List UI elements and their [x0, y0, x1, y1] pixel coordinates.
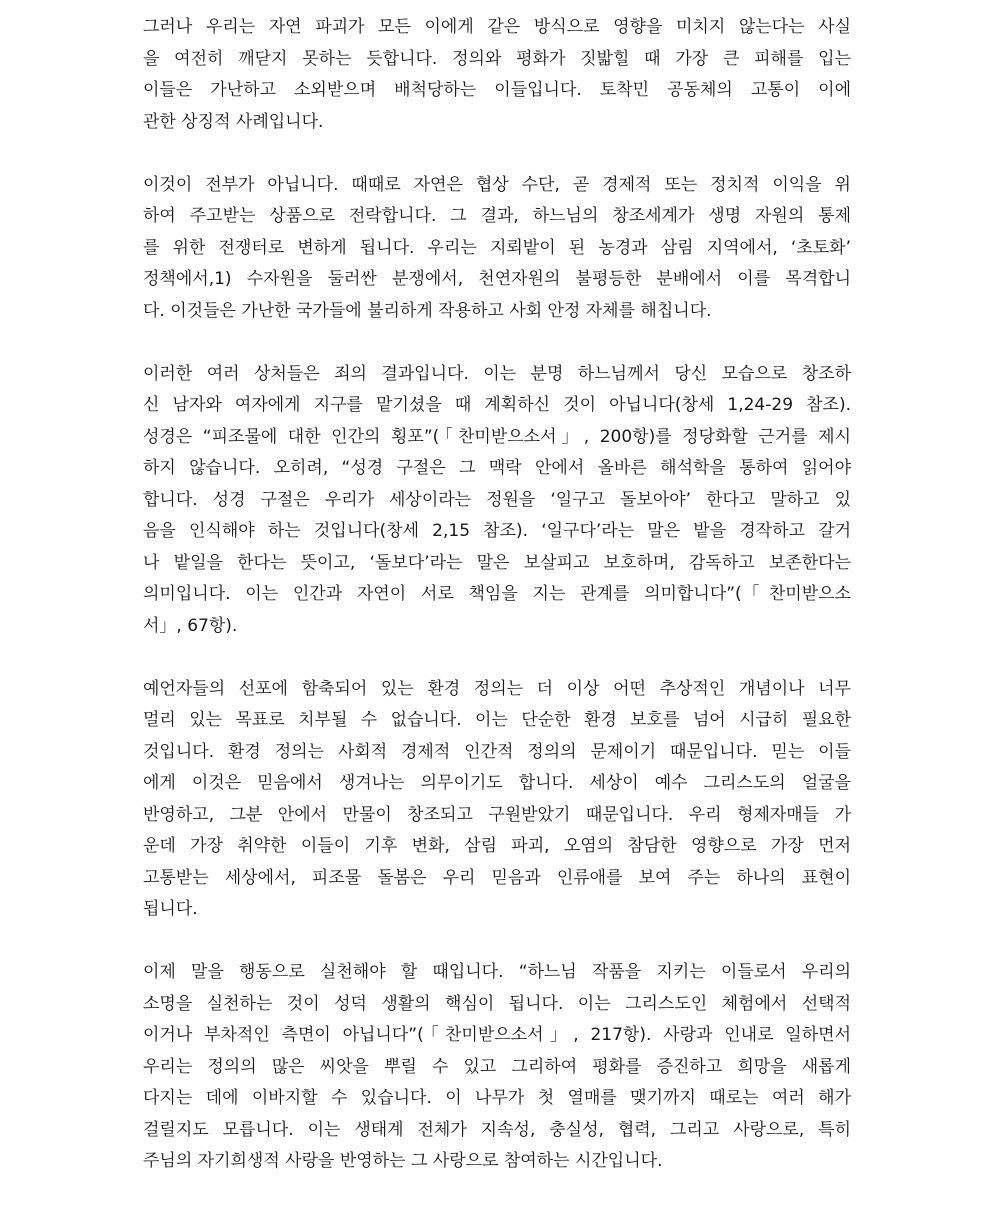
- text-line: 이러한 여러 상처들은 죄의 결과입니다. 이는 분명 하느님께서 당신 모습으로 창조하: [143, 363, 851, 384]
- paragraph: [143, 12, 851, 138]
- text-line: 것입니다. 환경 정의는 사회적 경제적 인간적 정의의 문제이기 때문입니다. 믿는 이들: [143, 741, 851, 762]
- text-line: 우리는 정의의 많은 씨앗을 뿌릴 수 있고 그리하여 평화를 증진하고 희망을 새롭게: [143, 1056, 851, 1077]
- text-line: 이것이 전부가 아닙니다. 때때로 자연은 협상 수단, 곧 경제적 또는 정치적 이익을 위: [143, 174, 851, 195]
- text-line: 주님의 자기희생적 사랑을 반영하는 그 사랑으로 참여하는 시간입니다.: [143, 1151, 663, 1171]
- text-line: 정책에서,1) 수자원을 둘러싼 분쟁에서, 천연자원의 불평등한 분배에서 이를 목격합니: [143, 269, 851, 289]
- text-line: 서」, 67항).: [143, 615, 238, 636]
- text-line: 멀리 있는 목표로 치부될 수 없습니다. 이는 단순한 환경 보호를 넘어 시급히 필요한: [143, 710, 851, 730]
- text-line: 를 위한 전쟁터로 변하게 됩니다. 우리는 지뢰밭이 된 농경과 삼림 지역에서, ‘초토화’: [143, 237, 851, 258]
- document-body: [143, 12, 851, 1209]
- paragraph: [143, 170, 851, 328]
- text-line: 을 여전히 깨닫지 못하는 듯합니다. 정의와 평화가 짓밟힐 때 가장 큰 피해를 입는: [143, 48, 851, 69]
- text-line: 나 밭일을 한다는 뜻이고, ‘돌보다’라는 말은 보살피고 보호하며, 감독하고 보존한다는: [143, 552, 851, 573]
- text-line: 음을 인식해야 하는 것입니다(창세 2,15 참조). ‘일구다’라는 말은 밭을 경작하고 갈거: [143, 521, 851, 541]
- text-line: 운데 가장 취약한 이들이 기후 변화, 삼림 파괴, 오염의 참담한 영향으로 가장 먼저: [143, 836, 851, 856]
- text-line: 신 남자와 여자에게 지구를 맡기셨을 때 계획하신 것이 아닙니다(창세 1,24-29 참조).: [143, 395, 851, 415]
- text-line: 됩니다.: [143, 899, 198, 919]
- text-line: 고통받는 세상에서, 피조물 돌봄은 우리 믿음과 인류애를 보여 주는 하나의 표현이: [143, 867, 851, 888]
- text-line: 관한 상징적 사례입니다.: [143, 111, 324, 132]
- text-line: 다지는 데에 이바지할 수 있습니다. 이 나무가 첫 열매를 맺기까지 때로는 여러 해가: [143, 1088, 851, 1108]
- text-line: 소명을 실천하는 것이 성덕 생활의 핵심이 됩니다. 이는 그리스도인 체험에서 선택적: [143, 993, 851, 1014]
- text-line: 반영하고, 그분 안에서 만물이 창조되고 구원받았기 때문입니다. 우리 형제자매들 가: [143, 804, 851, 825]
- text-line: 이들은 가난하고 소외받으며 배척당하는 이들입니다. 토착민 공동체의 고통이 이에: [143, 80, 851, 100]
- text-line: 의미입니다. 이는 인간과 자연이 서로 책임을 지는 관계를 의미합니다”(「찬미받으소: [143, 584, 851, 604]
- text-line: 에게 이것은 믿음에서 생겨나는 의무이기도 합니다. 세상이 예수 그리스도의 얼굴을: [143, 773, 851, 793]
- paragraph: [143, 674, 851, 926]
- text-line: 예언자들의 선포에 함축되어 있는 환경 정의는 더 이상 어떤 추상적인 개념이나 너무: [143, 678, 851, 699]
- text-line: 하여 주고받는 상품으로 전락합니다. 그 결과, 하느님의 창조세계가 생명 자원의 통제: [143, 206, 851, 226]
- text-line: 그러나 우리는 자연 파괴가 모든 이에게 같은 방식으로 영향을 미치지 않는다는 사실: [143, 17, 851, 37]
- text-line: 성경은 “피조물에 대한 인간의 횡포”(「찬미받으소서」, 200항)를 정당화할 근거를 제시: [143, 426, 851, 447]
- text-line: 합니다. 성경 구절은 우리가 세상이라는 정원을 ‘일구고 돌보아야’ 한다고 말하고 있: [143, 489, 851, 510]
- text-line: 걸릴지도 모릅니다. 이는 생태계 전체가 지속성, 충실성, 협력, 그리고 사랑으로, 특히: [143, 1119, 851, 1140]
- text-line: 다. 이것들은 가난한 국가들에 불리하게 작용하고 사회 안정 자체를 해칩니다.: [143, 300, 712, 321]
- text-line: 이거나 부차적인 측면이 아닙니다”(「찬미받으소서」, 217항). 사랑과 인내로 일하면서: [143, 1025, 851, 1045]
- paragraph: [143, 359, 851, 643]
- text-line: 이제 말을 행동으로 실천해야 할 때입니다. “하느님 작품을 지키는 이들로서 우리의: [143, 962, 851, 982]
- paragraph: [143, 957, 851, 1178]
- text-line: 하지 않습니다. 오히려, “성경 구절은 그 맥락 안에서 올바른 해석학을 통하여 읽어야: [143, 458, 851, 478]
